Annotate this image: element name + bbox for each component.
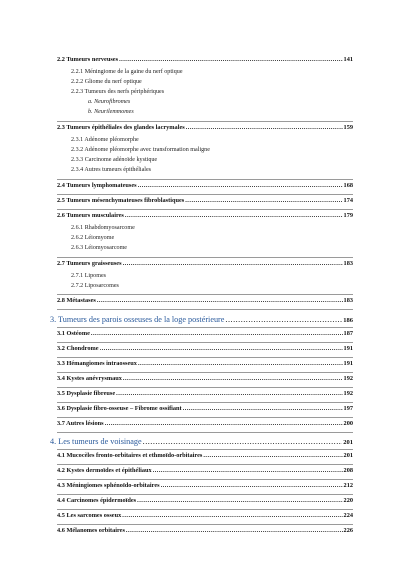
- toc-entry-page: 183: [343, 260, 353, 267]
- separator-rule: [57, 402, 353, 403]
- toc-chapter-4[interactable]: [50, 437, 353, 448]
- leader-dots: [105, 420, 343, 428]
- toc-entry-title: 2.4 Tumeurs lymphomateuses: [57, 182, 137, 189]
- toc-entry-page: 212: [343, 482, 353, 489]
- toc-entry-page: 174: [343, 197, 353, 204]
- leader-dots: [138, 182, 343, 190]
- toc-subentry[interactable]: 2.6.1 Rhabdomyosarcome: [71, 225, 135, 231]
- toc-subentry[interactable]: 2.2.3 Tumeurs des nerfs périphériques: [71, 89, 165, 95]
- separator-rule: [57, 179, 353, 180]
- separator-rule: [57, 327, 353, 328]
- toc-subentry[interactable]: 2.7.2 Liposarcomes: [71, 283, 119, 289]
- leader-dots: [137, 497, 342, 505]
- toc-entry-title: 4.1 Mucocèles fronto-orbitaires et ethmoïdo-orbitaires: [57, 452, 203, 459]
- leader-dots: [186, 124, 343, 132]
- separator-rule: [57, 342, 353, 343]
- toc-entry-page: 197: [343, 405, 353, 412]
- toc-entry-title: 2.5 Tumeurs mésenchymateuses fibroblastiques: [57, 197, 185, 204]
- toc-entry-title: 2.8 Métastases: [57, 297, 96, 304]
- toc-subentry[interactable]: 2.2.2 Gliome du nerf optique: [71, 79, 142, 85]
- separator-rule: [57, 121, 353, 122]
- leader-dots: [185, 197, 342, 205]
- leader-dots: [153, 467, 343, 475]
- leader-dots: [125, 212, 343, 220]
- leader-dots: [91, 330, 343, 338]
- toc-entry-3-1[interactable]: [57, 330, 353, 338]
- toc-entry-title: 4.2 Kystes dermoïdes et épithéliaux: [57, 467, 152, 474]
- toc-entry-title: 2.3 Tumeurs épithéliales des glandes lacrymales: [57, 124, 185, 131]
- toc-subsubentry[interactable]: b. Neurilemmomes: [88, 109, 134, 115]
- toc-entry-page: 191: [343, 345, 353, 352]
- leader-dots: [123, 375, 343, 383]
- toc-entry-title: 2.6 Tumeurs musculaires: [57, 212, 124, 219]
- toc-chapter-3[interactable]: [50, 315, 353, 326]
- toc-entry-title: 3.5 Dysplasie fibreuse: [57, 390, 116, 397]
- toc-entry-2-8[interactable]: [57, 297, 353, 305]
- toc-entry-title: 4.6 Mélanomes orbitaires: [57, 527, 125, 534]
- separator-rule: [57, 449, 353, 450]
- separator-rule: [57, 509, 353, 510]
- leader-dots: [119, 56, 342, 64]
- leader-dots: [143, 437, 343, 447]
- toc-entry-title: 2.7 Tumeurs graisseuses: [57, 260, 122, 267]
- toc-entry-4-2[interactable]: [57, 467, 353, 475]
- leader-dots: [225, 315, 342, 325]
- separator-rule: [57, 194, 353, 195]
- separator-rule: [57, 294, 353, 295]
- leader-dots: [161, 482, 343, 490]
- toc-entry-page: 208: [343, 467, 353, 474]
- toc-entry-2-7[interactable]: [57, 260, 353, 268]
- toc-entry-page: 191: [343, 360, 353, 367]
- toc-entry-page: 179: [343, 212, 353, 219]
- separator-rule: [57, 524, 353, 525]
- separator-rule: [57, 209, 353, 210]
- toc-subentry[interactable]: 2.6.2 Léiomyome: [71, 235, 115, 241]
- toc-subentry[interactable]: 2.3.2 Adénome pléomorphe avec transformation maligne: [71, 147, 210, 153]
- toc-entry-4-1[interactable]: [57, 452, 353, 460]
- toc-entry-title: 4.3 Méningiomes sphénoïdo-orbitaires: [57, 482, 160, 489]
- separator-rule: [57, 432, 353, 433]
- toc-entry-title: 3.4 Kystes anévrysmaux: [57, 375, 122, 382]
- leader-dots: [97, 297, 343, 305]
- separator-rule: [57, 479, 353, 480]
- toc-entry-page: 159: [343, 124, 353, 131]
- leader-dots: [100, 345, 343, 353]
- leader-dots: [203, 452, 342, 460]
- separator-rule: [57, 357, 353, 358]
- separator-rule: [57, 494, 353, 495]
- leader-dots: [126, 527, 343, 535]
- separator-rule: [57, 309, 353, 310]
- separator-rule: [57, 387, 353, 388]
- leader-dots: [138, 360, 343, 368]
- toc-entry-2-2[interactable]: [57, 56, 353, 64]
- toc-subentry[interactable]: 2.7.1 Lipomes: [71, 273, 107, 279]
- toc-entry-page: 141: [343, 56, 353, 63]
- toc-entry-title: 3.2 Chondrome: [57, 345, 99, 352]
- toc-entry-3-6[interactable]: [57, 405, 353, 413]
- toc-entry-page: 183: [343, 297, 353, 304]
- toc-entry-page: 201: [343, 439, 353, 446]
- separator-rule: [57, 417, 353, 418]
- toc-entry-4-4[interactable]: [57, 497, 353, 505]
- toc-entry-title: 4.4 Carcinomes épidermoïdes: [57, 497, 137, 504]
- toc-entry-3-5[interactable]: [57, 390, 353, 398]
- toc-entry-2-5[interactable]: [57, 197, 353, 205]
- toc-entry-title: 3.3 Hémangiomes intraosseux: [57, 360, 137, 367]
- toc-entry-page: 200: [343, 420, 353, 427]
- toc-entry-4-3[interactable]: [57, 482, 353, 490]
- toc-subentry[interactable]: 2.2.1 Méningiome de la gaine du nerf optique: [71, 69, 183, 75]
- toc-entry-title: 3.1 Ostéome: [57, 330, 90, 337]
- toc-entry-page: 224: [343, 512, 353, 519]
- toc-entry-3-4[interactable]: [57, 375, 353, 383]
- toc-entry-page: 192: [343, 375, 353, 382]
- toc-entry-2-3[interactable]: [57, 124, 353, 132]
- toc-entry-page: 168: [343, 182, 353, 189]
- toc-entry-4-5[interactable]: [57, 512, 353, 520]
- separator-rule: [57, 372, 353, 373]
- toc-subentry[interactable]: 2.3.3 Carcinome adénoïde kystique: [71, 157, 158, 163]
- toc-entry-3-2[interactable]: [57, 345, 353, 353]
- toc-entry-2-6[interactable]: [57, 212, 353, 220]
- toc-subentry[interactable]: 2.3.1 Adénome pléomorphe: [71, 137, 139, 143]
- separator-rule: [57, 464, 353, 465]
- toc-entry-page: 186: [343, 317, 353, 324]
- toc-subentry[interactable]: 2.6.3 Léiomyosarcome: [71, 245, 128, 251]
- toc-entry-title: 3.6 Dysplasie fibro-osseuse – Fibrome ossifiant: [57, 405, 182, 412]
- leader-dots: [123, 260, 343, 268]
- toc-entry-title: 2.2 Tumeurs nerveuses: [57, 56, 119, 63]
- leader-dots: [122, 512, 342, 520]
- toc-chapter-title: 3. Tumeurs des parois osseuses de la loge postérieure: [50, 315, 225, 324]
- toc-entry-3-3[interactable]: [57, 360, 353, 368]
- toc-entry-page: 192: [343, 390, 353, 397]
- toc-entry-2-4[interactable]: [57, 182, 353, 190]
- leader-dots: [116, 390, 342, 398]
- toc-entry-4-6[interactable]: [57, 527, 353, 535]
- toc-entry-title: 4.5 Les sarcomes osseux: [57, 512, 122, 519]
- toc-entry-page: 201: [343, 452, 353, 459]
- separator-rule: [57, 257, 353, 258]
- leader-dots: [183, 405, 343, 413]
- toc-subsubentry[interactable]: a. Neurofibromes: [88, 99, 131, 105]
- toc-subentry[interactable]: 2.3.4 Autres tumeurs épithéliales: [71, 167, 152, 173]
- toc-entry-page: 226: [343, 527, 353, 534]
- toc-entry-title: 3.7 Autres lésions: [57, 420, 104, 427]
- toc-entry-page: 187: [343, 330, 353, 337]
- toc-entry-3-7[interactable]: [57, 420, 353, 428]
- toc-chapter-title: 4. Les tumeurs de voisinage: [50, 437, 142, 446]
- toc-entry-page: 220: [343, 497, 353, 504]
